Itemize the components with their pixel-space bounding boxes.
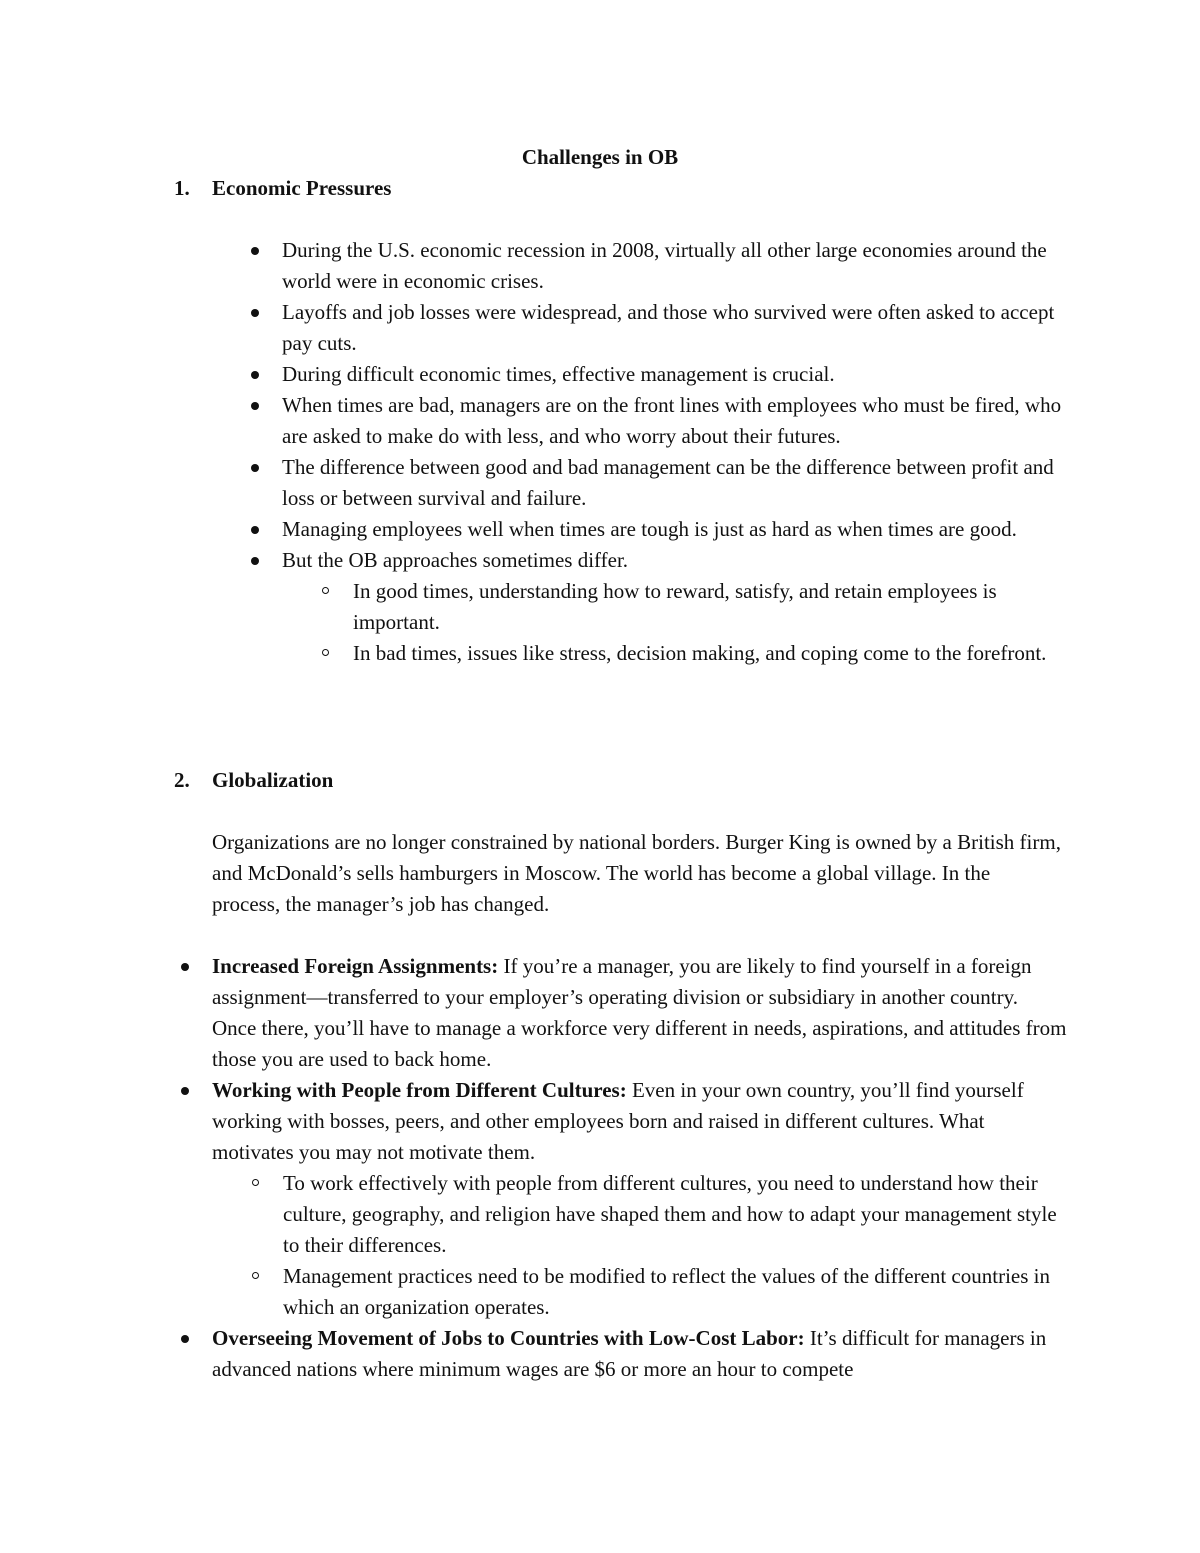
sub-list-item [353, 638, 1082, 669]
sub-list-item [283, 1168, 1067, 1261]
globalization-list [212, 951, 1067, 1385]
list-item [212, 951, 1067, 1075]
bullet-icon [181, 963, 189, 971]
document-title: Challenges in OB [521, 145, 679, 169]
section-number: 2. [174, 768, 190, 792]
list-item [282, 514, 1082, 545]
bullet-icon [251, 247, 259, 255]
list-item-text: If you’re a manager, you are likely to find yourself in a foreign assignment—transferred to your employer’s operating division or subsidiary in another country. Once there, you’ll have to manage a workforce very different in needs, aspirations, and attitudes from those you are used to back home. [212, 954, 1067, 1071]
list-item-text: Layoffs and job losses were widespread, and those who survived were often asked to accept pay cuts. [282, 300, 1055, 355]
circle-bullet-icon [322, 587, 329, 594]
bullet-icon [181, 1335, 189, 1343]
list-item [282, 297, 1082, 359]
economic-pressures-list [282, 235, 1082, 669]
circle-bullet-icon [322, 649, 329, 656]
circle-bullet-icon [252, 1179, 259, 1186]
sub-list [282, 576, 1082, 669]
section-title: Globalization [212, 768, 334, 792]
bullet-icon [181, 1087, 189, 1095]
list-item [282, 545, 1082, 669]
section-heading-globalization [174, 765, 574, 796]
list-item-text: But the OB approaches sometimes differ. [282, 548, 629, 572]
sub-list [212, 1168, 1067, 1323]
sub-list-item [353, 576, 1082, 638]
list-item-text: Managing employees well when times are tough is just as hard as when times are good. [282, 517, 1017, 541]
list-item-text: The difference between good and bad management can be the difference between profit and loss or between survival and failure. [282, 455, 1054, 510]
bullet-icon [251, 371, 259, 379]
section-title: Economic Pressures [212, 176, 392, 200]
list-item-text: Even in your own country, you’ll find yourself working with bosses, peers, and other employees born and raised in different cultures. What motivates you may not motivate them. [212, 1078, 1024, 1164]
section-number: 1. [174, 176, 190, 200]
list-item [282, 390, 1082, 452]
list-item [212, 1323, 1067, 1385]
bullet-icon [251, 402, 259, 410]
list-item-text: When times are bad, managers are on the front lines with employees who must be fired, who are asked to make do with less, and who worry about their futures. [282, 393, 1062, 448]
section-heading-economic-pressures [174, 173, 574, 204]
sub-list-item-text: Management practices need to be modified to reflect the values of the different countries in which an organization operates. [283, 1264, 1050, 1319]
list-item [282, 235, 1082, 297]
sub-list-item-text: In good times, understanding how to reward, satisfy, and retain employees is important. [353, 579, 997, 634]
bullet-icon [251, 309, 259, 317]
list-item-text: During difficult economic times, effective management is crucial. [282, 362, 835, 386]
bullet-icon [251, 526, 259, 534]
list-item-lead: Increased Foreign Assignments: [212, 954, 499, 978]
bullet-icon [251, 464, 259, 472]
circle-bullet-icon [252, 1272, 259, 1279]
list-item-lead: Overseeing Movement of Jobs to Countries with Low-Cost Labor: [212, 1326, 805, 1350]
list-item-lead: Working with People from Different Cultures: [212, 1078, 627, 1102]
list-item-text: It’s difficult for managers in advanced nations where minimum wages are $6 or more an hour to compete [212, 1326, 1047, 1381]
globalization-intro: Organizations are no longer constrained by national borders. Burger King is owned by a British firm, and McDonald’s sells hamburgers in Moscow. The world has become a global village. In the process, the manager’s job has changed. [212, 830, 1061, 916]
list-item [212, 1075, 1067, 1323]
sub-list-item-text: In bad times, issues like stress, decision making, and coping come to the forefront. [353, 641, 1047, 665]
sub-list-item [283, 1261, 1067, 1323]
list-item [282, 359, 1082, 390]
list-item [282, 452, 1082, 514]
bullet-icon [251, 557, 259, 565]
sub-list-item-text: To work effectively with people from different cultures, you need to understand how their culture, geography, and religion have shaped them and how to adapt your management style to their differences. [283, 1171, 1057, 1257]
list-item-text: During the U.S. economic recession in 2008, virtually all other large economies around the world were in economic crises. [282, 238, 1047, 293]
